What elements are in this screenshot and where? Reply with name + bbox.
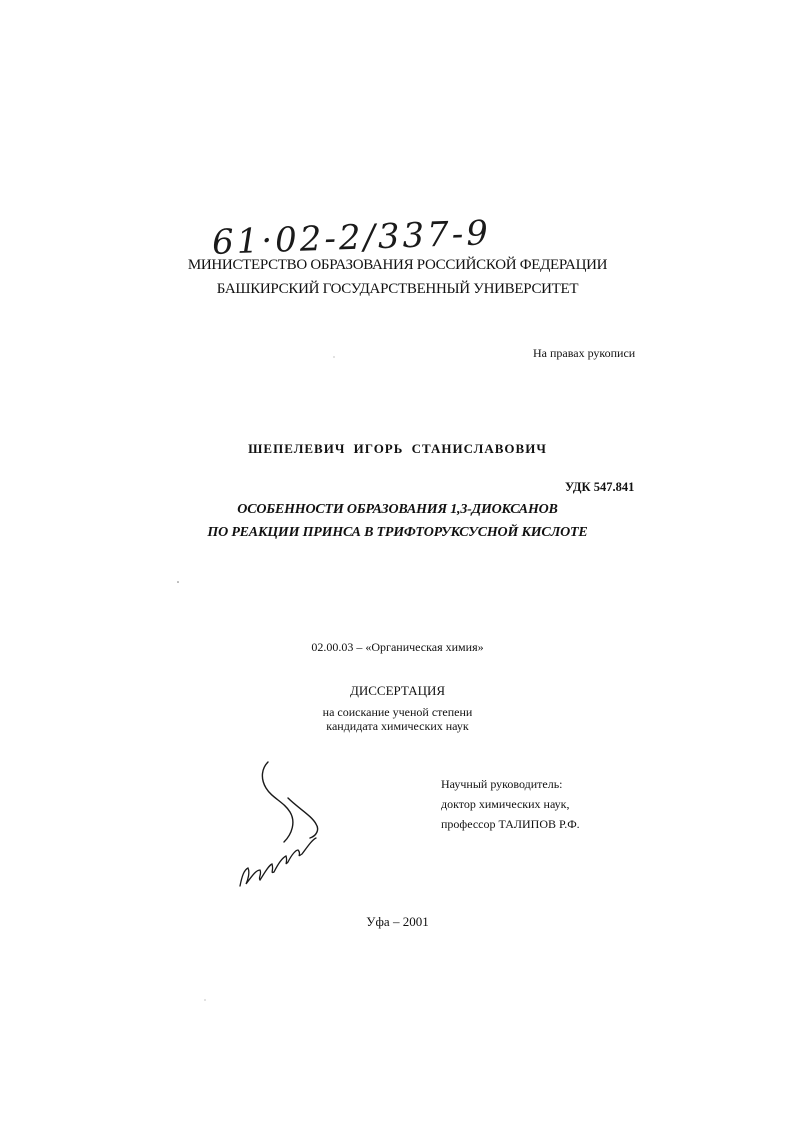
city-year: Уфа – 2001	[366, 914, 429, 929]
handwritten-archive-code: 61·02-2/337-9	[211, 213, 492, 263]
university-name: БАШКИРСКИЙ ГОСУДАРСТВЕННЫЙ УНИВЕРСИТЕТ	[216, 281, 579, 297]
title-line-2: ПО РЕАКЦИИ ПРИНСА В ТРИФТОРУКСУСНОЙ КИСЛОТЕ	[207, 525, 588, 540]
degree-line-2: кандидата химических наук	[326, 719, 469, 733]
udk-code: УДК 547.841	[565, 480, 635, 494]
author-name: ШЕПЕЛЕВИЧ ИГОРЬ СТАНИСЛАВОВИЧ	[248, 441, 547, 456]
document-type: ДИССЕРТАЦИЯ	[349, 683, 446, 698]
degree-line-1: на соискание ученой степени	[322, 705, 473, 719]
ministry-name: МИНИСТЕРСТВО ОБРАЗОВАНИЯ РОССИЙСКОЙ ФЕДЕРАЦИИ	[187, 257, 608, 273]
rights-note: На правах рукописи	[533, 346, 636, 360]
supervisor-degree: доктор химических наук,	[441, 797, 570, 811]
supervisor-name: профессор ТАЛИПОВ Р.Ф.	[441, 817, 580, 831]
handwritten-signature-icon	[232, 758, 332, 893]
title-line-1: ОСОБЕННОСТИ ОБРАЗОВАНИЯ 1,3-ДИОКСАНОВ	[237, 502, 558, 517]
specialty: 02.00.03 – «Органическая химия»	[311, 640, 484, 654]
supervisor-role: Научный руководитель:	[441, 777, 563, 791]
